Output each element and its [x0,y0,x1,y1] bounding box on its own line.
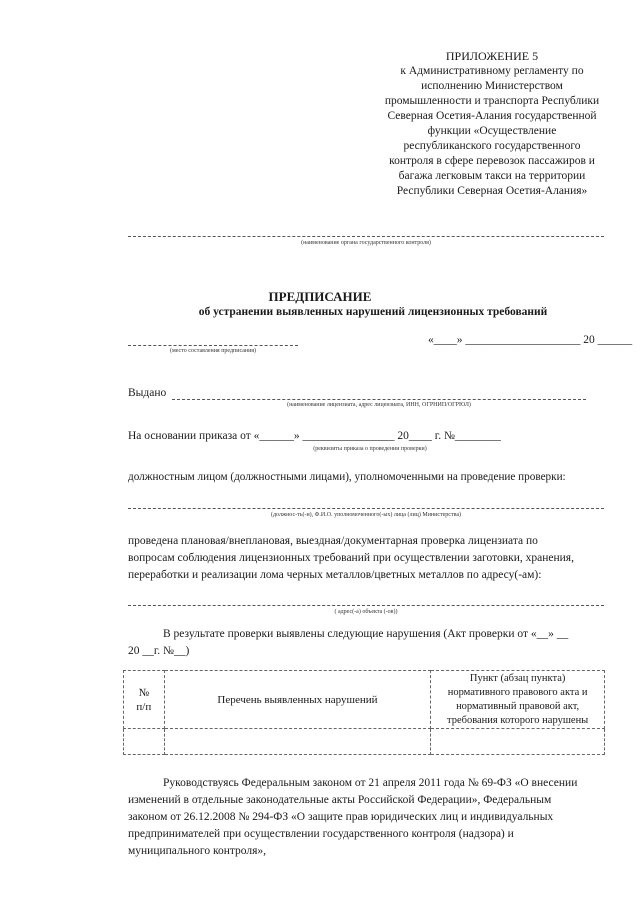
law-line: предпринимателей при осуществлении государственного контроля (надзора) и [128,828,514,840]
inspection-line: переработки и реализации лома черных металлов/цветных металлов по адресу(-ам): [128,569,542,581]
table-header-row [124,671,605,729]
licensee-caption: (наименование лицензиата, адрес лицензиата, ИНН, ОГРНИП/ОГРЮЛ) [287,402,471,408]
appendix-line: промышленности и транспорта Республики [384,95,600,107]
table-cell [164,729,431,755]
authority-caption: (наименование органа государственного контроля) [301,240,431,246]
order-line: На основании приказа от «______» ________________ 20____ г. №________ [128,430,501,442]
appendix-line: Северная Осетия-Алания государственной [387,110,597,122]
address-caption: ( адрес(-а) объекта (-ов)) [334,609,398,615]
authority-line [128,236,604,237]
law-line: муниципального контроля», [128,845,267,857]
violations-table [123,670,605,755]
officials-line [128,508,604,509]
appendix-line: контроля в сфере перевозок пассажиров и [389,155,595,167]
result-line: В результате проверки выявлены следующие нарушения (Акт проверки от «__» __ [163,628,569,640]
appendix-line: Республики Северная Осетия-Алания» [396,185,588,197]
licensee-line [172,399,586,400]
table-row [124,729,605,755]
order-caption: (реквизиты приказа о проведении проверки) [313,446,427,452]
header-point: Пункт (абзац пункта) нормативного правового акта и нормативный правовой акт, требования которого нарушены [431,671,605,729]
appendix-block [372,49,612,199]
date-line: «____» ____________________ 20 ______ [428,334,633,346]
officials-text: должностным лицом (должностными лицами), уполномоченными на проведение проверки: [128,471,566,483]
document-subtitle: об устранении выявленных нарушений лицензионных требований [198,306,548,318]
law-line: законом от 26.12.2008 № 294-ФЗ «О защите прав юридических лиц и индивидуальных [128,811,554,823]
appendix-line: к Административному регламенту по [400,65,584,77]
law-line: Руководствуясь Федеральным законом от 21 апреля 2011 года № 69-ФЗ «О внесении [163,777,578,789]
place-line [128,345,298,346]
officials-caption: (должнос-ть(-и), Ф.И.О. уполномоченного(-ых) лица (лиц) Министерства) [270,512,461,518]
inspection-line: вопросам соблюдения лицензионных требований при осуществлении заготовки, хранения, [128,552,574,564]
law-paragraph [128,775,606,860]
inspection-paragraph [128,533,606,584]
inspection-line: проведена плановая/внеплановая, выездная/документарная проверка лицензиата по [128,535,538,547]
appendix-line: республиканского государственного [403,140,581,152]
appendix-line: багажа легковым такси на территории [398,170,586,182]
result-line: 20 __г. №__) [128,645,190,657]
law-line: изменений в отдельные законодательные акты Российской Федерации», Федеральным [128,794,552,806]
header-violations: Перечень выявленных нарушений [164,671,431,729]
document-title: ПРЕДПИСАНИЕ [268,289,372,304]
appendix-line: исполнению Министерством [421,80,563,92]
place-caption: (место составления предписания) [169,348,257,354]
table-cell [431,729,605,755]
issued-label: Выдано [128,387,167,399]
address-line [128,605,604,606]
header-num: № п/п [124,671,165,729]
appendix-line: функции «Осуществление [427,125,557,137]
table-cell [124,729,165,755]
appendix-title: ПРИЛОЖЕНИЕ 5 [445,49,539,63]
